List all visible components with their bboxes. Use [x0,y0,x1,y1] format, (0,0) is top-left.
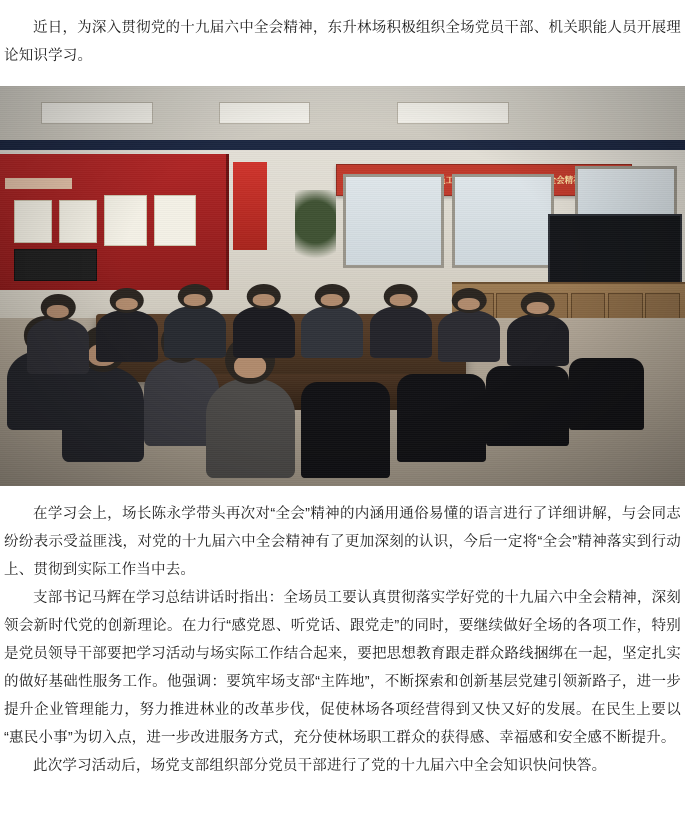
paragraph-3: 支部书记马辉在学习总结讲话时指出：全场员工要认真贯彻落实学好党的十九届六中全会精神，深刻领会新时代党的创新理论。在力行“感党恩、听党话、跟党走”的同时，要继续做好全场的各项工作，特别是党员领导干部要把学习活动与场实际工作结合起来，要把思想教育跟走群众路线捆绑在一起，坚定扎实的做好基础性服务工作。他强调：要筑牢场支部“主阵地”，不断探索和创新基层党建引领新路子，进一步提升企业管理能力，努力推进林业的改革步伐，促使林场各项经营得到又快又好的发展。在民生上要以“惠民小事”为切入点，进一步改进服务方式，充分使林场职工群众的获得感、幸福感和安全感不断提升。 [4,590,681,746]
lead-paragraph-block [0,0,685,70]
paragraph-2: 在学习会上，场长陈永学带头再次对“全会”精神的内涵用通俗易懂的语言进行了详细讲解，与会同志纷纷表示受益匪浅，对党的十九届六中全会精神有了更加深刻的认识，今后一定将“全会”精神落实到行动上、贯彻到实际工作当中去。 [4,506,681,578]
paragraph-4: 此次学习活动后，场党支部组织部分党员干部进行了党的十九届六中全会知识快问快答。 [33,758,607,774]
body-paragraph-block [0,500,685,780]
meeting-photo [0,86,685,486]
paragraph-1: 近日，为深入贯彻党的十九届六中全会精神，东升林场积极组织全场党员干部、机关职能人员开展理论知识学习。 [4,20,681,64]
article-figure [0,86,685,486]
photo-grain [0,86,685,486]
